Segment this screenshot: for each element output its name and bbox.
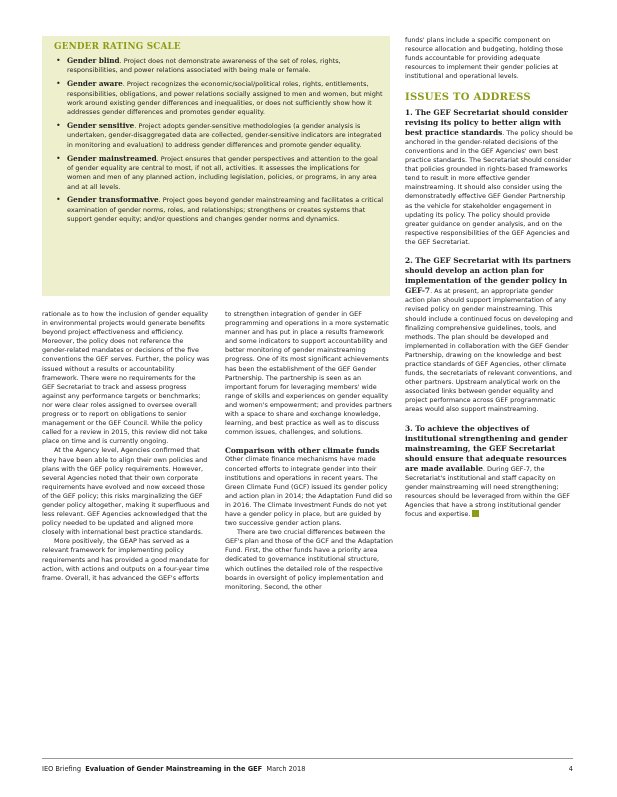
rating-item-sensitive xyxy=(54,121,384,150)
paragraph: Other climate finance mechanisms have made concerted efforts to integrate gender into their institutions and operations in recent years. The Green Climate Fund (GCF) issued its gender policy and action plan in 2014; the Adaptation Fund did so in 2016. The Climate Investment Funds do not yet have a gender policy in place, but are guided by two successive gender action plans. xyxy=(225,455,393,528)
footer-date: March 2018 xyxy=(266,765,306,773)
rating-item-aware xyxy=(54,79,384,118)
issue-3 xyxy=(405,424,573,520)
page-number: 4 xyxy=(568,765,573,773)
rating-list xyxy=(54,56,384,228)
footer-title: Evaluation of Gender Mainstreaming in the GEF xyxy=(85,765,263,773)
issue-2 xyxy=(405,256,573,415)
paragraph: There are two crucial differences between the GEF's plan and those of the GCF and the Adaptation Fund. First, the other funds have a priority area dedicated to governance institutional structure, which outlines the detailed role of the respective boards in oversight of policy implementation and monitoring. Second, the other xyxy=(225,528,394,591)
column-middle xyxy=(225,310,393,592)
paragraph: At the Agency level, Agencies confirmed that they have been able to align their own policies and plans with the GEF policy requirements. However, several Agencies noted that their own corporate requirements have evolved and now exceed those of the GEF policy; this risks marginalizing the GEF gender policy altogether, making it superfluous and less relevant. GEF Agencies acknowledged that the policy needed to be updated and aligned more closely with international best practice standards. xyxy=(42,446,210,537)
issue-text: . As at present, an appropriate gender action plan should support implementation of any revised policy on gender mainstreaming. This should include a continued focus on developing and finalizing comprehensive guidelines, tools, and methods. The plan should be developed and implemented in collaboration with the GEF Gender Partnership, drawing on the knowledge and best practice standards of GEF Agencies, other climate funds, the secretariats of relevant conventions, and other partners. Upstream analytical work on the associated links between gender equality and project performance across GEF programmatic areas would also support mainstreaming. xyxy=(405,287,573,414)
rating-text: . Project does not demonstrate awareness of the set of roles, rights, responsibilities, and power relations associated with being male or female. xyxy=(67,57,341,75)
rating-item-blind xyxy=(54,56,384,76)
rating-term: Gender transformative xyxy=(67,195,159,205)
bullet-icon: • xyxy=(56,79,61,89)
issue-lead: 1. The GEF Secretariat should consider revising its policy to better align with best practice standards xyxy=(405,107,568,137)
column-right xyxy=(405,36,573,520)
rating-term: Gender sensitive xyxy=(67,121,135,131)
issue-lead: 2. The GEF Secretariat with its partners should develop an action plan for implementation of the gender policy in GEF-7 xyxy=(405,255,571,296)
paragraph: rationale as to how the inclusion of gender equality in environmental projects would generate benefits beyond project effectiveness and efficiency. Moreover, the policy does not reference the gender-related mandates or decisions of the five conventions the GEF serves. Further, the policy was issued without a results or accountability framework. There were no requirements for the GEF Secretariat to track and assess progress against any performance targets or benchmarks; nor were clear roles assigned to oversee overall progress or to report on obligations to senior management or the GEF Council. While the policy called for a review in 2015, this review did not take place on time and is currently ongoing. xyxy=(42,310,210,446)
rating-item-mainstreamed xyxy=(54,154,384,193)
footer-series: IEO Briefing xyxy=(42,765,82,773)
bullet-icon: • xyxy=(56,195,61,205)
rating-item-transformative xyxy=(54,195,384,224)
issue-lead: 3. To achieve the objectives of institutional strengthening and gender mainstreaming, the GEF Secretariat should ensure that adequate resources are made available xyxy=(405,423,568,473)
bullet-icon: • xyxy=(56,153,61,163)
issues-title: ISSUES TO ADDRESS xyxy=(405,92,531,104)
rating-text: . Project adopts gender-sensitive methodologies (a gender analysis is undertaken, gender-disaggregated data are collected, gender-sensitive indicators are integrated in monitoring and evaluation) to address gender differences and promote gender equality. xyxy=(67,122,382,149)
end-mark-icon xyxy=(472,510,479,517)
issue-1 xyxy=(405,108,573,247)
issue-text: . The policy should be anchored in the gender-related decisions of the conventions and in the GEF Agencies' own best practice standards. The Secretariat should consider that policies grounded in rights-based frameworks tend to result in more effective gender mainstreaming. It should also consider using the demonstratedly effective GEF Gender Partnership as the vehicle for stakeholder engagement in updating its policy. The policy should provide greater guidance on gender analysis, and on the respective responsibilities of the GEF Agencies and the GEF Secretariat. xyxy=(405,128,573,246)
page-footer xyxy=(42,758,573,773)
footer-text xyxy=(42,765,305,773)
rating-text: . Project goes beyond gender mainstreaming and facilitates a critical examination of gender norms, roles, and relationships; strengthens or creates systems that support gender equity; and/or questions and changes gender norms and dynamics. xyxy=(67,196,384,224)
bullet-icon: • xyxy=(56,121,61,131)
paragraph: to strengthen integration of gender in GEF programming and operations in a more systematic manner and has put in place a results framework and some indicators to support accountability and better monitoring of gender mainstreaming progress. One of its most significant achievements has been the establishment of the GEF Gender Partnership. The partnership is seen as an important forum for leveraging members' wide range of skills and experiences on gender equality and women's empowerment; and provides partners with a space to share and exchange knowledge, learning, and best practice as well as to discuss common issues, challenges, and solutions. xyxy=(225,310,392,437)
rating-term: Gender mainstreamed xyxy=(67,153,157,163)
rating-text: . Project ensures that gender perspectives and attention to the goal of gender equality are central to most, if not all, activities. It assesses the implications for women and men of any planned action, including legislation, policies, or programs, in any area and at all levels. xyxy=(67,154,378,191)
section-heading-climate-funds: Comparison with other climate funds xyxy=(225,446,380,456)
issue-text: . During GEF-7, the Secretariat's institutional and staff capacity on gender mainstreaming will need strengthening; resources should be leveraged from within the GEF Agencies that have a strong institutional gender focus and expertise. xyxy=(405,464,570,519)
rating-term: Gender aware xyxy=(67,79,123,89)
rating-term: Gender blind xyxy=(67,56,120,65)
rating-text: . Project recognizes the economic/social/political roles, rights, entitlements, responsibilities, obligations, and power relations socially assigned to men and women, but might work around existing gender differences and inequalities, or does not sufficiently show how it addresses gender differences and promotes gender equality. xyxy=(67,80,383,117)
paragraph: More positively, the GEAP has served as a relevant framework for implementing policy requirements and has provided a good mandate for action, with actions and outputs on a four-year time frame. Overall, it has advanced the GEF's efforts xyxy=(42,537,210,582)
gender-rating-scale-box xyxy=(42,36,390,296)
column-left xyxy=(42,310,210,583)
paragraph: funds' plans include a specific component on resource allocation and budgeting, holding those funds accountable for providing adequate resources to implement their gender policies at institutional and operational levels. xyxy=(405,36,563,81)
box-title: GENDER RATING SCALE xyxy=(54,42,181,52)
bullet-icon: • xyxy=(56,56,61,65)
